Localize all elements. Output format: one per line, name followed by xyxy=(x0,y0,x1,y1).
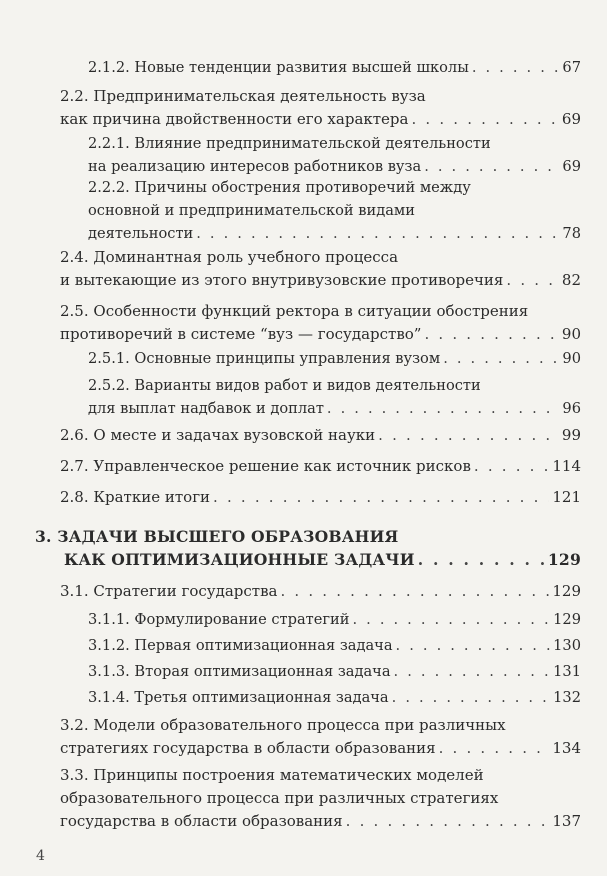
toc-entry xyxy=(60,300,581,346)
toc-entry-title: 3.1.2. Первая оптимизационная задача xyxy=(88,637,393,654)
toc-leader-dots xyxy=(378,424,559,447)
toc-leader-dots xyxy=(418,548,545,571)
toc-page-number: 82 xyxy=(561,271,581,289)
toc-page-number: 121 xyxy=(552,488,581,506)
toc-entry-title: 2.5. Особенности функций ректора в ситуации обострения xyxy=(60,302,529,320)
toc-page-number: 129 xyxy=(547,550,581,569)
toc-entry-title: 3.1.4. Третья оптимизационная задача xyxy=(88,689,389,706)
toc-entry-title: противоречий в системе “вуз — государство” xyxy=(60,325,422,343)
toc-page-number: 131 xyxy=(553,663,581,680)
toc-leader-dots xyxy=(213,486,549,509)
toc-entry-title: 2.2. Предпринимательская деятельность вуза xyxy=(60,87,426,105)
toc-entry-title: для выплат надбавок и доплат xyxy=(88,400,324,417)
toc-leader-dots xyxy=(424,155,559,178)
toc-entry xyxy=(88,347,581,370)
toc-entry xyxy=(60,580,581,603)
toc-entry-title: государства в области образования xyxy=(60,812,343,830)
toc-entry-title: деятельности xyxy=(88,225,194,242)
toc-entry-title: как причина двойственности его характера xyxy=(60,110,409,128)
toc-entry-title: на реализацию интересов работников вуза xyxy=(88,158,422,175)
toc-page-number: 129 xyxy=(553,611,581,628)
toc-entry-title: 2.7. Управленческое решение как источник рисков xyxy=(60,457,471,475)
toc-entry-title: образовательного процесса при различных стратегиях xyxy=(60,789,499,807)
toc-entry xyxy=(60,424,581,447)
toc-entry xyxy=(88,56,581,79)
toc-leader-dots xyxy=(196,222,559,245)
toc-entry xyxy=(88,132,581,178)
toc-entry-title: 2.4. Доминантная роль учебного процесса xyxy=(60,248,399,266)
toc-entry xyxy=(60,714,581,760)
toc-leader-dots xyxy=(392,686,551,709)
toc-entry xyxy=(60,246,581,292)
toc-entry-title: 3.3. Принципы построения математических моделей xyxy=(60,766,484,784)
toc-entry-title: 2.1.2. Новые тенденции развития высшей школы xyxy=(88,59,469,76)
toc-leader-dots xyxy=(506,269,559,292)
toc-leader-dots xyxy=(396,634,551,657)
toc-entry-title: 2.6. О месте и задачах вузовской науки xyxy=(60,426,376,444)
toc-leader-dots xyxy=(346,810,550,833)
toc-page-number: 134 xyxy=(552,739,581,757)
toc-entry-title: 3.1.1. Формулирование стратегий xyxy=(88,611,350,628)
folio-page-number: 4 xyxy=(36,848,45,864)
toc-entry-title: 2.5.1. Основные принципы управления вузом xyxy=(88,350,441,367)
toc-entry-title: и вытекающие из этого внутривузовские противоречия xyxy=(60,271,504,289)
toc-page-number: 67 xyxy=(562,59,581,76)
toc-entry-title: 3.1. Стратегии государства xyxy=(60,582,278,600)
toc-leader-dots xyxy=(439,737,550,760)
toc-page-number: 99 xyxy=(561,426,581,444)
toc-page-number: 78 xyxy=(562,225,581,242)
toc-page-number: 114 xyxy=(552,457,581,475)
toc-page-number: 130 xyxy=(553,637,581,654)
toc-page-number: 96 xyxy=(562,400,581,417)
toc-entry xyxy=(60,486,581,509)
toc-page-number: 69 xyxy=(562,158,581,175)
toc-chapter-title: КАК ОПТИМИЗАЦИОННЫЕ ЗАДАЧИ xyxy=(64,550,415,569)
toc-entry-title: 2.2.1. Влияние предпринимательской деятельности xyxy=(88,135,491,152)
toc-leader-dots xyxy=(352,608,550,631)
toc-entry xyxy=(88,660,581,683)
toc-leader-dots xyxy=(327,397,560,420)
toc-entry-title: основной и предпринимательской видами xyxy=(88,202,416,219)
toc-leader-dots xyxy=(474,455,549,478)
toc-entry xyxy=(88,374,581,420)
toc-leader-dots xyxy=(443,347,559,370)
toc-entry-title: 2.2.2. Причины обострения противоречий между xyxy=(88,179,471,196)
toc-page-number: 69 xyxy=(561,110,581,128)
toc-page-number: 132 xyxy=(553,689,581,706)
toc-entry xyxy=(60,455,581,478)
toc-page-number: 137 xyxy=(552,812,581,830)
toc-entry xyxy=(88,634,581,657)
toc-leader-dots xyxy=(424,323,558,346)
toc-entry xyxy=(60,764,581,833)
toc-page-number: 90 xyxy=(562,350,581,367)
toc-entry xyxy=(60,85,581,131)
toc-leader-dots xyxy=(281,580,550,603)
toc-leader-dots xyxy=(472,56,560,79)
toc-entry-title: 3.1.3. Вторая оптимизационная задача xyxy=(88,663,391,680)
toc-chapter xyxy=(35,525,581,571)
toc-page-number: 129 xyxy=(552,582,581,600)
toc-entry xyxy=(88,686,581,709)
toc-chapter-title: 3. ЗАДАЧИ ВЫСШЕГО ОБРАЗОВАНИЯ xyxy=(35,527,399,546)
toc-entry xyxy=(88,608,581,631)
toc-entry xyxy=(88,176,581,245)
toc-page-number: 90 xyxy=(561,325,581,343)
toc-entry-title: стратегиях государства в области образования xyxy=(60,739,436,757)
toc-entry-title: 2.5.2. Варианты видов работ и видов деятельности xyxy=(88,377,481,394)
toc-leader-dots xyxy=(394,660,551,683)
toc-entry-title: 2.8. Краткие итоги xyxy=(60,488,211,506)
toc-leader-dots xyxy=(411,108,558,131)
toc-entry-title: 3.2. Модели образовательного процесса при различных xyxy=(60,716,506,734)
